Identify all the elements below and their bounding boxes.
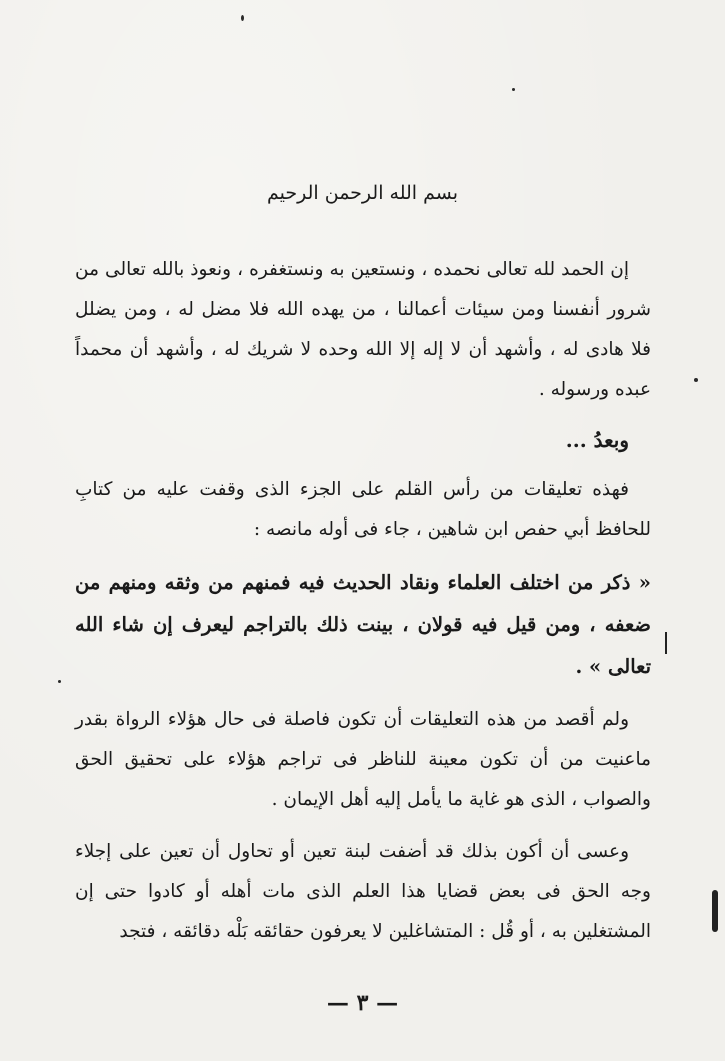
scan-speck: [694, 378, 698, 382]
section-heading-waba3d: [75, 420, 651, 460]
scan-edge-mark: [665, 632, 667, 654]
scan-edge-mark: [712, 890, 718, 932]
quoted-passage: « ذكر من اختلف العلماء ونقاد الحديث فيه فمنهم من وثقه ومنهم من ضعفه ، ومن قيل فيه قولان ، بينت ذلك بالتراجم ليعرف إن شاء الله تعالى » .: [75, 571, 651, 678]
scan-speck: [241, 15, 244, 21]
paragraph-purpose: [75, 700, 651, 820]
paragraph-opening-praise: [75, 250, 651, 410]
paragraph-text: ولم أقصد من هذه التعليقات أن تكون فاصلة فى حال هؤلاء الرواة بقدر ماعنيت من أن تكون معينة للناظر فى تراجم هؤلاء على تحقيق الحق والصواب ، الذى هو غاية ما يأمل إليه أهل الإيمان .: [75, 709, 651, 810]
heading-text: وبعدُ ...: [565, 428, 629, 452]
paragraph-text: وعسى أن أكون بذلك قد أضفت لبنة تعين أو تحاول أن تعين على إجلاء وجه الحق فى بعض قضايا هذا العلم الذى مات أهله أو كادوا حتى إن المشتغلين به ، أو قُل : المتشاغلين لا يعرفون حقائقه بَلْه دقائقه ، فتجد: [75, 841, 651, 942]
scan-speck: [58, 680, 61, 683]
basmala-heading: بسم الله الرحمن الرحيم: [267, 182, 458, 204]
scan-speck: [512, 88, 515, 91]
paragraph-introduction: [75, 470, 651, 550]
paragraph-contribution: [75, 832, 651, 952]
page-number: — ٣ —: [326, 990, 399, 1016]
paragraph-text: فهذه تعليقات من رأس القلم على الجزء الذى وقفت عليه من كتابِ للحافظ أبي حفص ابن شاهين ، جاء فى أوله مانصه :: [75, 479, 651, 540]
paragraph-text: إن الحمد لله تعالى نحمده ، ونستعين به ونستغفره ، ونعوذ بالله تعالى من شرور أنفسنا ومن سيئات أعمالنا ، من يهده الله فلا مضل له ، ومن يضلل فلا هادى له ، وأشهد أن لا إله إلا الله وحده لا شريك له ، وأشهد أن محمداً عبده ورسوله .: [75, 259, 651, 400]
